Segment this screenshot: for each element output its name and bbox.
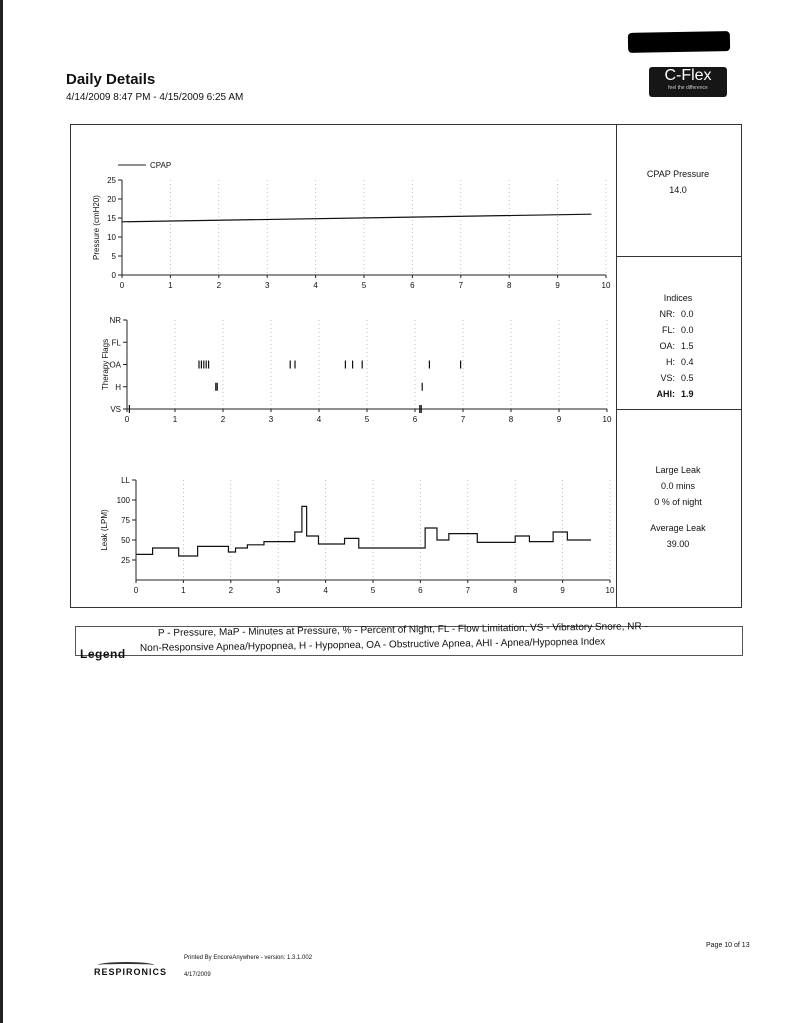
leak-x-tick-label: 5 <box>370 586 376 595</box>
index-label: H: <box>666 357 675 367</box>
flags-x-tick-label: 1 <box>172 415 178 424</box>
index-value: 0.4 <box>681 357 694 367</box>
pressure-y-tick-label: 20 <box>107 195 116 204</box>
flags-x-tick-label: 10 <box>602 415 612 424</box>
flags-category-label: NR <box>109 316 121 325</box>
average-leak-value: 39.00 <box>666 539 690 549</box>
pressure-x-tick-label: 6 <box>410 281 415 290</box>
flags-x-tick-label: 0 <box>124 415 130 424</box>
pressure-x-tick-label: 7 <box>458 281 464 290</box>
leak-x-tick-label: 7 <box>465 586 471 595</box>
date-range: 4/14/2009 8:47 PM - 4/15/2009 6:25 AM <box>66 92 244 103</box>
flags-category-label: VS <box>110 405 121 414</box>
indices-title: Indices <box>663 293 693 303</box>
flags-x-tick-label: 5 <box>364 415 370 424</box>
pressure-y-tick-label: 10 <box>107 233 116 242</box>
index-value: 1.5 <box>681 341 694 351</box>
index-label: VS: <box>660 373 675 383</box>
flags-x-tick-label: 7 <box>460 415 466 424</box>
large-leak-mins: 0.0 mins <box>660 481 695 491</box>
index-value: 0.0 <box>681 325 694 335</box>
pressure-y-tick-label: 25 <box>107 176 116 185</box>
pressure-x-tick-label: 9 <box>555 281 560 290</box>
leak-y-tick-label: 25 <box>121 556 130 565</box>
index-label: AHI: <box>656 389 675 399</box>
printed-by: Printed By EncoreAnywhere - version: 1.3.1.002 <box>184 955 313 961</box>
leak-y-tick-label: 50 <box>121 536 130 545</box>
leak-x-tick-label: 3 <box>275 586 281 595</box>
pressure-series-line <box>122 214 591 222</box>
flags-x-tick-label: 2 <box>220 415 226 424</box>
flags-x-tick-label: 8 <box>508 415 514 424</box>
leak-y-tick-label: LL <box>121 476 130 485</box>
leak-x-tick-label: 9 <box>560 586 565 595</box>
pressure-legend-label: CPAP <box>150 161 172 170</box>
leak-y-tick-label: 75 <box>121 516 130 525</box>
index-label: NR: <box>659 309 675 319</box>
leak-x-tick-label: 1 <box>181 586 186 595</box>
flags-category-label: H <box>115 382 121 392</box>
page-title: Daily Details <box>66 71 156 88</box>
logo-text: C-Flex <box>664 67 712 84</box>
printed-date: 4/17/2009 <box>184 972 211 978</box>
leak-y-label: Leak (LPM) <box>100 509 109 551</box>
legend-line-1: P - Pressure, MaP - Minutes at Pressure, % - Percent of Night, FL - Flow Limitation, VS - Vibratory Snore, NR - <box>157 621 648 639</box>
flags-x-tick-label: 6 <box>412 415 418 424</box>
legend-line-2: Non-Responsive Apnea/Hypopnea, H - Hypopnea, OA - Obstructive Apnea, AHI - Apnea/Hypopnea Index <box>139 636 606 654</box>
index-value: 0.0 <box>681 309 694 319</box>
pressure-x-tick-label: 10 <box>601 281 611 290</box>
flags-y-label: Therapy Flags <box>101 338 110 391</box>
flags-x-tick-label: 4 <box>316 415 322 424</box>
index-label: FL: <box>661 325 675 335</box>
leak-x-tick-label: 6 <box>418 586 423 595</box>
flags-x-tick-label: 9 <box>556 415 562 424</box>
leak-x-tick-label: 8 <box>512 586 518 595</box>
pressure-y-label: Pressure (cmH20) <box>92 195 101 260</box>
legend-label: Legend <box>80 647 126 661</box>
flags-x-tick-label: 3 <box>268 415 274 424</box>
leak-series-line <box>136 506 591 556</box>
flags-category-label: FL <box>111 338 121 348</box>
large-leak-pct: 0 % of night <box>654 497 702 507</box>
leak-y-tick-label: 100 <box>116 496 130 505</box>
page-number: Page 10 of 13 <box>706 942 750 949</box>
index-value: 1.9 <box>681 389 694 399</box>
pressure-y-tick-label: 15 <box>107 214 116 223</box>
index-label: OA: <box>659 341 675 351</box>
pressure-label: CPAP Pressure <box>646 169 710 179</box>
large-leak-label: Large Leak <box>655 465 701 475</box>
pressure-x-tick-label: 8 <box>506 281 512 290</box>
leak-x-tick-label: 10 <box>605 586 615 595</box>
pressure-y-tick-label: 5 <box>111 252 116 261</box>
brand-logo: RESPIRONICS <box>94 967 168 977</box>
pressure-x-tick-label: 3 <box>264 281 270 290</box>
leak-x-tick-label: 2 <box>228 586 234 595</box>
leak-x-tick-label: 4 <box>323 586 328 595</box>
pressure-x-tick-label: 2 <box>216 281 222 290</box>
pressure-y-tick-label: 0 <box>111 271 116 280</box>
pressure-x-tick-label: 4 <box>313 281 318 290</box>
flags-category-label: OA <box>109 360 121 370</box>
pressure-x-tick-label: 1 <box>168 281 173 290</box>
pressure-value: 14.0 <box>669 185 687 195</box>
average-leak-label: Average Leak <box>650 523 706 533</box>
index-value: 0.5 <box>681 373 694 383</box>
leak-x-tick-label: 0 <box>133 586 139 595</box>
pressure-x-tick-label: 5 <box>361 281 367 290</box>
logo-tagline: feel the difference <box>668 85 708 91</box>
pressure-x-tick-label: 0 <box>119 281 125 290</box>
